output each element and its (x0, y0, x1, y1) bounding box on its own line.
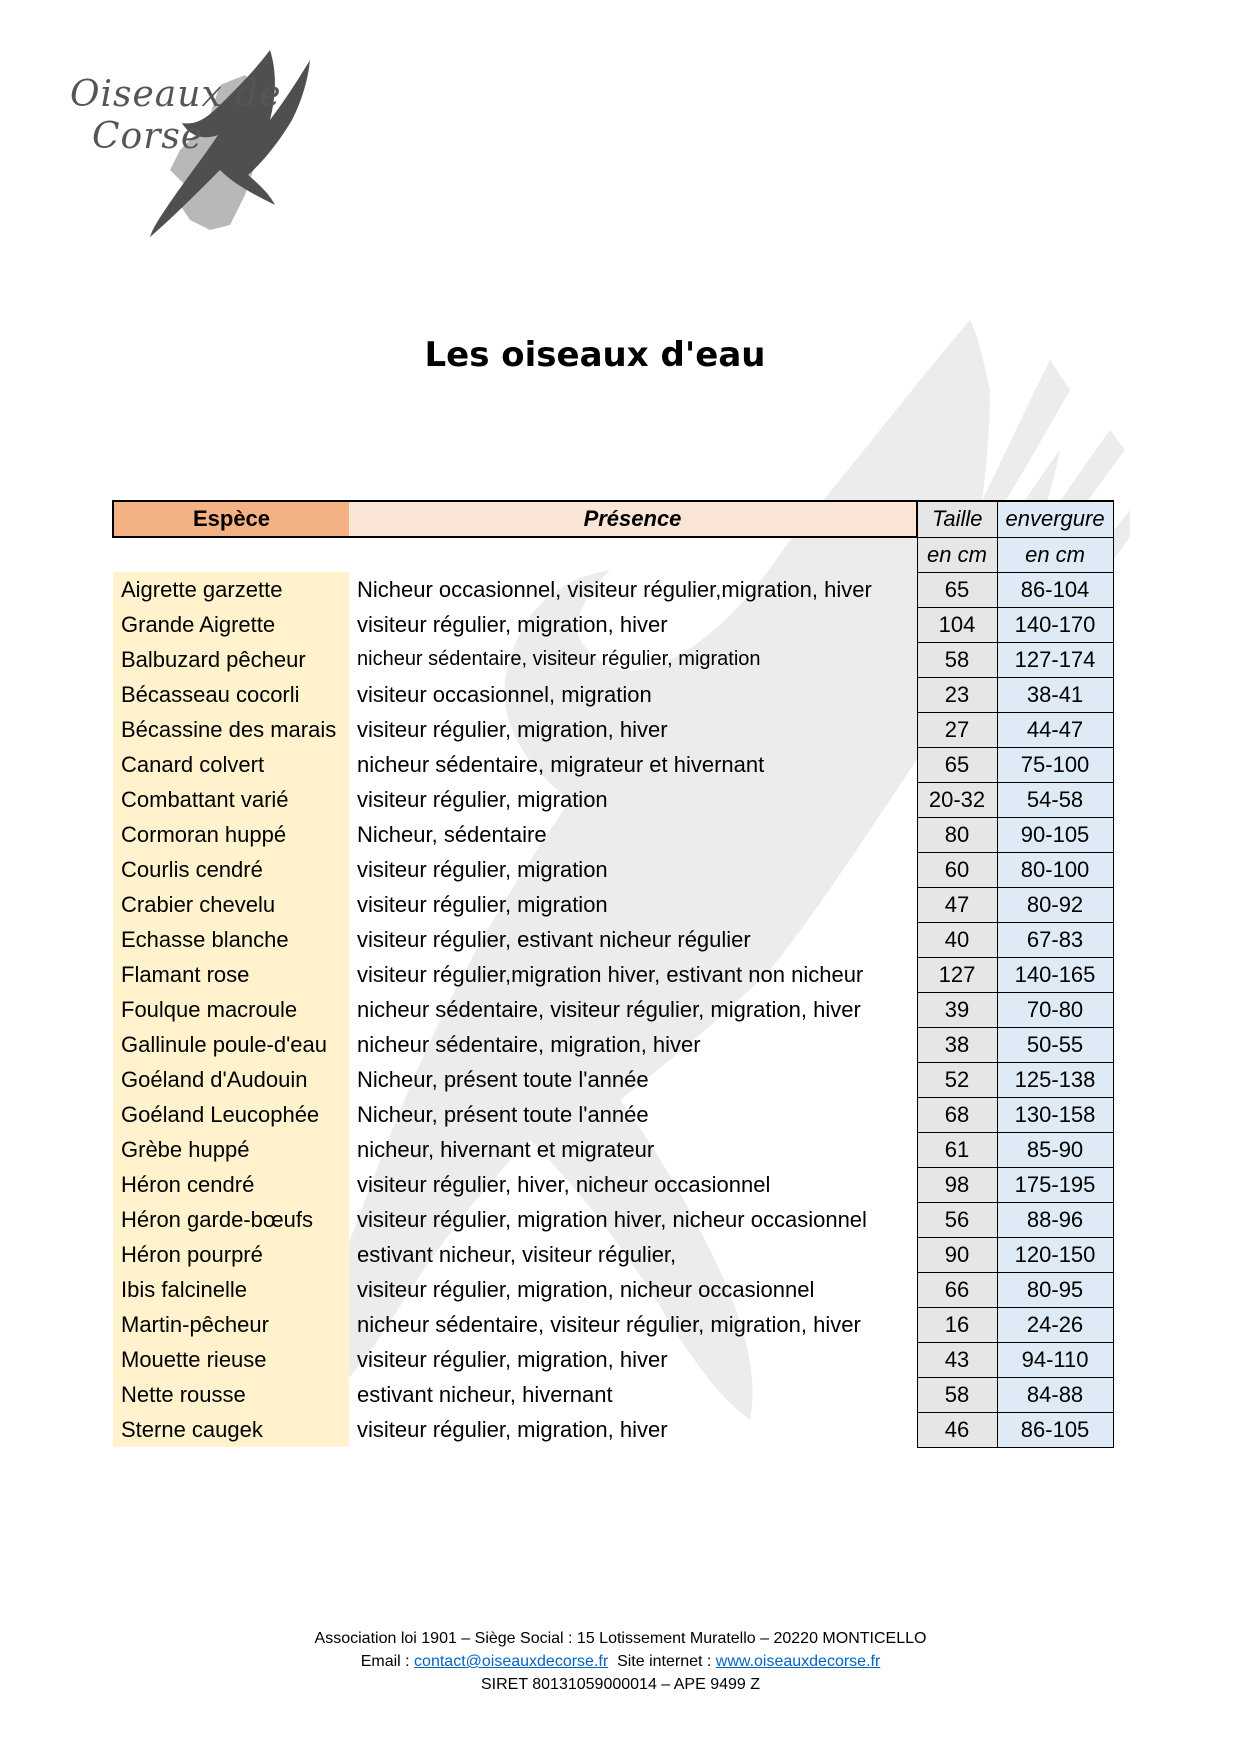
cell-presence: visiteur régulier, hiver, nicheur occasionnel (357, 1171, 771, 1197)
page-title: Les oiseaux d'eau (424, 335, 766, 375)
cell-presence: Nicheur, sédentaire (357, 821, 547, 847)
cell-presence: nicheur sédentaire, visiteur régulier, migration (357, 648, 761, 670)
cell-presence: visiteur régulier, migration, nicheur occasionnel (357, 1276, 815, 1302)
cell-espece: Bécasseau cocorli (113, 677, 349, 712)
cell-taille: 39 (917, 992, 997, 1027)
cell-envergure: 125-138 (997, 1062, 1113, 1097)
table-header-unit-row (113, 537, 1113, 572)
cell-presence: visiteur régulier,migration hiver, estivant non nicheur (357, 961, 864, 987)
cell-espece: Balbuzard pêcheur (113, 642, 349, 677)
table-row (113, 1202, 1113, 1237)
table-row (113, 1132, 1113, 1167)
cell-envergure: 80-100 (997, 852, 1113, 887)
cell-taille: 80 (917, 817, 997, 852)
cell-espece: Héron garde-bœufs (113, 1202, 349, 1237)
cell-presence: nicheur sédentaire, visiteur régulier, migration, hiver (357, 996, 861, 1022)
cell-envergure: 80-95 (997, 1272, 1113, 1307)
table-row (113, 572, 1113, 607)
cell-espece: Héron pourpré (113, 1237, 349, 1272)
footer-contact (0, 1650, 1241, 1673)
cell-espece: Canard colvert (113, 747, 349, 782)
table-row (113, 992, 1113, 1027)
logo-text-line1: Oiseaux de (70, 74, 282, 115)
table-row (113, 1062, 1113, 1097)
table-row (113, 1272, 1113, 1307)
cell-espece: Foulque macroule (113, 992, 349, 1027)
cell-taille: 27 (917, 712, 997, 747)
logo (70, 45, 320, 240)
cell-taille: 46 (917, 1412, 997, 1447)
cell-envergure: 38-41 (997, 677, 1113, 712)
cell-taille: 20-32 (917, 782, 997, 817)
birds-table (112, 500, 1114, 1448)
footer (0, 1627, 1241, 1696)
footer-address: Association loi 1901 – Siège Social : 15 Lotissement Muratello – 20220 MONTICELLO (314, 1630, 927, 1647)
cell-envergure: 85-90 (997, 1132, 1113, 1167)
cell-envergure: 67-83 (997, 922, 1113, 957)
cell-presence: Nicheur, présent toute l'année (357, 1066, 649, 1092)
cell-presence: visiteur régulier, migration hiver, nicheur occasionnel (357, 1206, 867, 1232)
cell-espece: Ibis falcinelle (113, 1272, 349, 1307)
cell-taille: 65 (917, 572, 997, 607)
cell-taille: 52 (917, 1062, 997, 1097)
cell-taille: 47 (917, 887, 997, 922)
table-row (113, 1342, 1113, 1377)
cell-envergure: 86-105 (997, 1412, 1113, 1447)
cell-presence: visiteur régulier, migration, hiver (357, 611, 668, 637)
table-row (113, 642, 1113, 677)
cell-espece: Goéland Leucophée (113, 1097, 349, 1132)
footer-siret: SIRET 80131059000014 – APE 9499 Z (480, 1676, 761, 1693)
cell-presence: visiteur régulier, migration (357, 856, 608, 882)
cell-taille: 90 (917, 1237, 997, 1272)
table-row (113, 1377, 1113, 1412)
cell-espece: Martin-pêcheur (113, 1307, 349, 1342)
table-row (113, 817, 1113, 852)
cell-presence: estivant nicheur, hivernant (357, 1381, 613, 1407)
header-taille: Taille (917, 501, 997, 537)
cell-taille: 23 (917, 677, 997, 712)
table-row (113, 607, 1113, 642)
cell-taille: 38 (917, 1027, 997, 1062)
cell-envergure: 140-165 (997, 957, 1113, 992)
table-row (113, 887, 1113, 922)
cell-espece: Nette rousse (113, 1377, 349, 1412)
cell-taille: 58 (917, 1377, 997, 1412)
cell-envergure: 24-26 (997, 1307, 1113, 1342)
footer-email-link[interactable]: contact@oiseauxdecorse.fr (414, 1653, 609, 1670)
cell-espece: Aigrette garzette (113, 572, 349, 607)
cell-presence: visiteur régulier, migration (357, 891, 608, 917)
cell-envergure: 94-110 (997, 1342, 1113, 1377)
header-envergure-unit: en cm (997, 537, 1113, 572)
footer-site-link[interactable]: www.oiseauxdecorse.fr (715, 1653, 881, 1670)
table-row (113, 852, 1113, 887)
table-header-row (113, 501, 1113, 537)
cell-presence: nicheur sédentaire, migration, hiver (357, 1031, 701, 1057)
cell-taille: 127 (917, 957, 997, 992)
table-row (113, 747, 1113, 782)
cell-taille: 56 (917, 1202, 997, 1237)
cell-envergure: 80-92 (997, 887, 1113, 922)
cell-envergure: 70-80 (997, 992, 1113, 1027)
header-presence: Présence (349, 501, 917, 537)
cell-taille: 66 (917, 1272, 997, 1307)
header-espece: Espèce (113, 501, 349, 537)
cell-envergure: 84-88 (997, 1377, 1113, 1412)
table-row (113, 1167, 1113, 1202)
cell-envergure: 130-158 (997, 1097, 1113, 1132)
cell-taille: 68 (917, 1097, 997, 1132)
cell-espece: Courlis cendré (113, 852, 349, 887)
cell-taille: 104 (917, 607, 997, 642)
table-row (113, 922, 1113, 957)
cell-envergure: 44-47 (997, 712, 1113, 747)
cell-taille: 65 (917, 747, 997, 782)
cell-espece: Grande Aigrette (113, 607, 349, 642)
table-row (113, 712, 1113, 747)
cell-envergure: 127-174 (997, 642, 1113, 677)
table-row (113, 782, 1113, 817)
logo-text-line2: Corse (92, 116, 204, 157)
cell-espece: Mouette rieuse (113, 1342, 349, 1377)
header-envergure: envergure (997, 501, 1113, 537)
header-taille-unit: en cm (917, 537, 997, 572)
cell-taille: 58 (917, 642, 997, 677)
cell-envergure: 50-55 (997, 1027, 1113, 1062)
table-row (113, 1412, 1113, 1447)
cell-envergure: 75-100 (997, 747, 1113, 782)
cell-envergure: 88-96 (997, 1202, 1113, 1237)
cell-taille: 98 (917, 1167, 997, 1202)
cell-taille: 40 (917, 922, 997, 957)
cell-envergure: 120-150 (997, 1237, 1113, 1272)
cell-presence: visiteur occasionnel, migration (357, 681, 652, 707)
header-spacer (113, 537, 349, 572)
cell-envergure: 90-105 (997, 817, 1113, 852)
table-row (113, 1237, 1113, 1272)
cell-taille: 43 (917, 1342, 997, 1377)
header-spacer (349, 537, 917, 572)
cell-espece: Bécassine des marais (113, 712, 349, 747)
table-row (113, 677, 1113, 712)
cell-envergure: 140-170 (997, 607, 1113, 642)
table-row (113, 1097, 1113, 1132)
cell-espece: Echasse blanche (113, 922, 349, 957)
table-row (113, 957, 1113, 992)
cell-presence: nicheur sédentaire, visiteur régulier, migration, hiver (357, 1311, 861, 1337)
cell-espece: Goéland d'Audouin (113, 1062, 349, 1097)
table-row (113, 1307, 1113, 1342)
cell-envergure: 86-104 (997, 572, 1113, 607)
cell-presence: Nicheur, présent toute l'année (357, 1101, 649, 1127)
cell-presence: visiteur régulier, migration, hiver (357, 1416, 668, 1442)
table-row (113, 1027, 1113, 1062)
cell-presence: visiteur régulier, migration, hiver (357, 716, 668, 742)
cell-presence: visiteur régulier, migration (357, 786, 608, 812)
cell-presence: nicheur sédentaire, migrateur et hivernant (357, 751, 765, 777)
cell-presence: visiteur régulier, migration, hiver (357, 1346, 668, 1372)
cell-espece: Héron cendré (113, 1167, 349, 1202)
cell-espece: Flamant rose (113, 957, 349, 992)
cell-envergure: 54-58 (997, 782, 1113, 817)
cell-taille: 16 (917, 1307, 997, 1342)
cell-espece: Cormoran huppé (113, 817, 349, 852)
cell-presence: estivant nicheur, visiteur régulier, (357, 1241, 677, 1267)
cell-taille: 60 (917, 852, 997, 887)
cell-presence: Nicheur occasionnel, visiteur régulier,migration, hiver (357, 576, 872, 602)
cell-espece: Gallinule poule-d'eau (113, 1027, 349, 1062)
footer-site-label: Site internet : (608, 1653, 716, 1670)
cell-presence: visiteur régulier, estivant nicheur régulier (357, 926, 751, 952)
cell-espece: Grèbe huppé (113, 1132, 349, 1167)
cell-espece: Crabier chevelu (113, 887, 349, 922)
cell-presence: nicheur, hivernant et migrateur (357, 1136, 655, 1162)
footer-email-label: Email : (360, 1653, 415, 1670)
cell-taille: 61 (917, 1132, 997, 1167)
cell-espece: Sterne caugek (113, 1412, 349, 1447)
cell-envergure: 175-195 (997, 1167, 1113, 1202)
cell-espece: Combattant varié (113, 782, 349, 817)
